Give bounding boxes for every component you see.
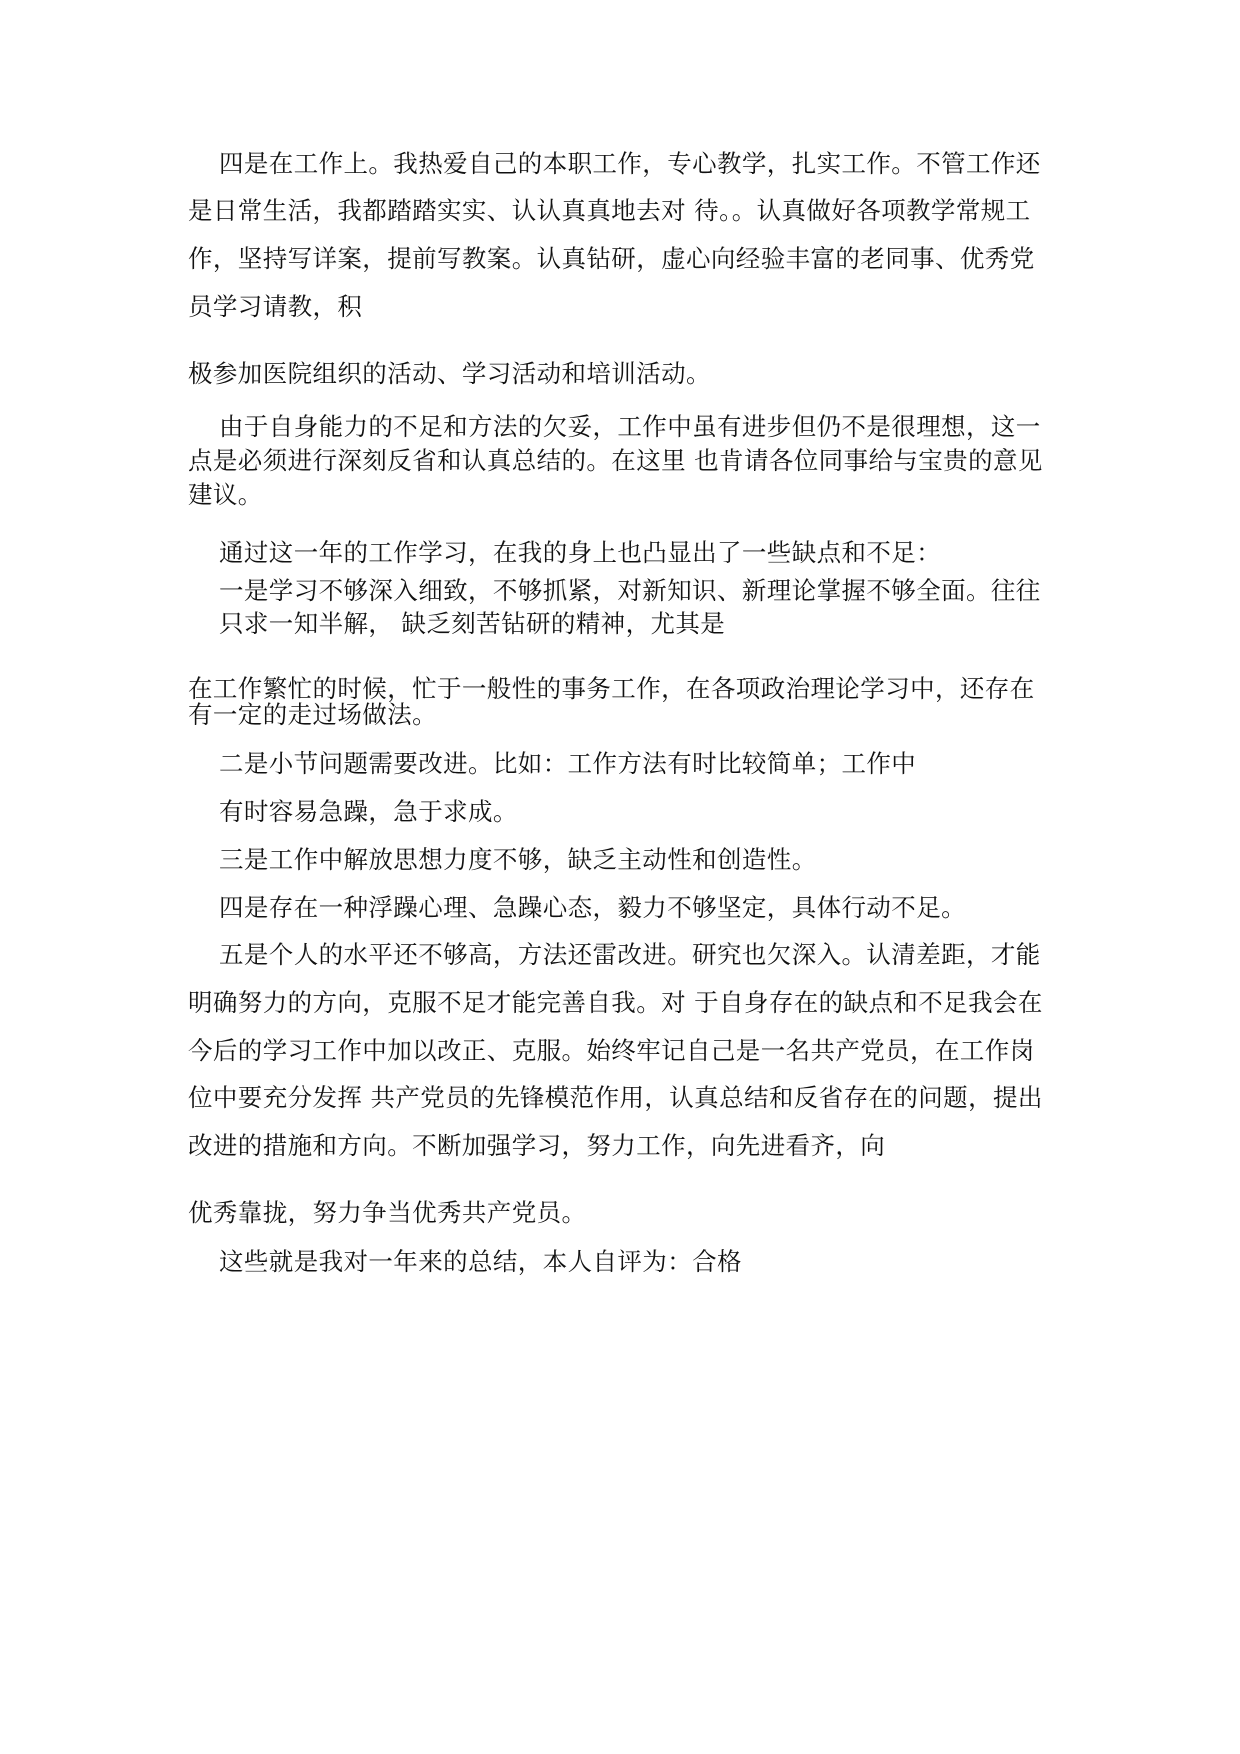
text-line: 是日常生活，我都踏踏实实、认认真真地去对 待。。认真做好各项教学常规工 [188, 196, 1031, 225]
text-line: 五是个人的水平还不够高，方法还雷改进。研究也欠深入。认清差距，才能 [219, 940, 1041, 969]
text-line: 有一定的走过场做法。 [188, 700, 437, 729]
text-line: 改进的措施和方向。不断加强学习，努力工作，向先进看齐，向 [188, 1131, 886, 1160]
text-line: 建议。 [188, 480, 263, 509]
text-line: 一是学习不够深入细致，不够抓紧，对新知识、新理论掌握不够全面。往往 [219, 576, 1041, 605]
text-line: 由于自身能力的不足和方法的欠妥，工作中虽有进步但仍不是很理想，这一 [219, 412, 1041, 441]
text-line: 点是必须进行深刻反省和认真总结的。在这里 也肯请各位同事给与宝贵的意见 [188, 446, 1043, 475]
text-line: 有时容易急躁，急于求成。 [219, 797, 518, 826]
text-line: 四是存在一种浮躁心理、急躁心态，毅力不够坚定，具体行动不足。 [219, 893, 966, 922]
text-line: 这些就是我对一年来的总结，本人自评为：合格 [219, 1247, 742, 1276]
text-line: 明确努力的方向，克服不足才能完善自我。对 于自身存在的缺点和不足我会在 [188, 988, 1043, 1017]
text-line: 优秀靠拢，努力争当优秀共产党员。 [188, 1198, 587, 1227]
text-line: 员学习请教，积 [188, 292, 363, 321]
text-line: 二是小节问题需要改进。比如：工作方法有时比较简单；工作中 [219, 749, 917, 778]
text-line: 三是工作中解放思想力度不够，缺乏主动性和创造性。 [219, 845, 817, 874]
text-line: 极参加医院组织的活动、学习活动和培训活动。 [188, 359, 711, 388]
text-line: 作，坚持写详案，提前写教案。认真钻研，虚心向经验丰富的老同事、优秀党 [188, 244, 1035, 273]
text-line: 通过这一年的工作学习，在我的身上也凸显出了一些缺点和不足： [219, 538, 942, 567]
text-line: 四是在工作上。我热爱自己的本职工作，专心教学，扎实工作。不管工作还 [219, 149, 1041, 178]
text-line: 位中要充分发挥 共产党员的先锋模范作用，认真总结和反省存在的问题，提出 [188, 1083, 1043, 1112]
text-line: 只求一知半解， 缺乏刻苦钻研的精神，尤其是 [219, 609, 726, 638]
text-line: 在工作繁忙的时候，忙于一般性的事务工作，在各项政治理论学习中，还存在 [188, 674, 1035, 703]
text-line: 今后的学习工作中加以改正、克服。始终牢记自己是一名共产党员，在工作岗 [188, 1036, 1035, 1065]
